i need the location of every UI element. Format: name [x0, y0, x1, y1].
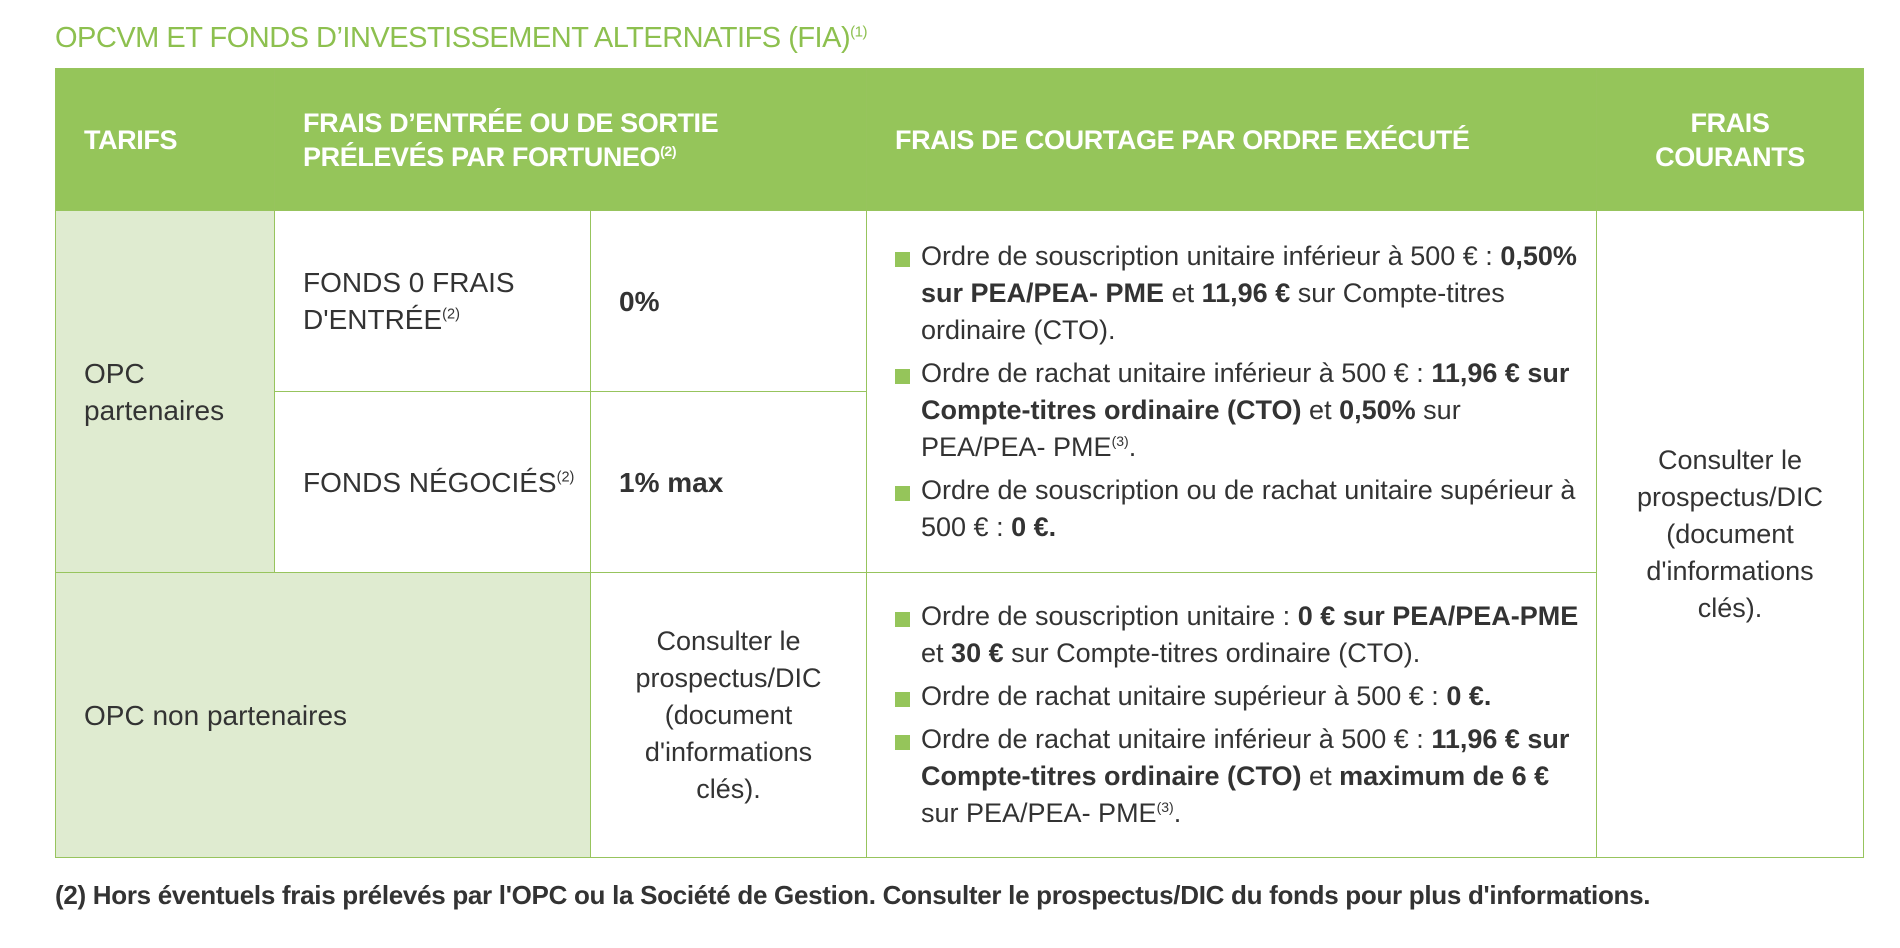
header-frais-courants: FRAIS COURANTS [1597, 69, 1864, 211]
table-row [56, 211, 1864, 392]
list-item: Ordre de souscription unitaire : 0 € sur PEA/PEA-PME et 30 € sur Compte-titres ordinaire (CTO). [895, 598, 1582, 672]
header-frais-entree: FRAIS D’ENTRÉE OU DE SORTIE PRÉLEVÉS PAR FORTUNEO$^{(2)}$ [275, 69, 867, 211]
opc-non-partenaires-value: Consulter le prospectus/DIC (document d'informations clés). [591, 573, 867, 858]
opc-non-partenaires-label: OPC non partenaires [56, 573, 591, 858]
page-title: OPCVM ET FONDS D’INVESTISSEMENT ALTERNATIFS (FIA)$^{(1)}$ [55, 22, 868, 54]
fonds-0-frais-value: 0% [591, 211, 867, 392]
courtage-non-partenaires-list [867, 598, 1596, 832]
header-tarifs: TARIFS [56, 69, 275, 211]
table-row [56, 573, 1864, 858]
fonds-0-frais-label: FONDS 0 FRAIS D'ENTRÉE$^{(2)}$ [275, 211, 591, 392]
courtage-non-partenaires-cell [867, 573, 1597, 858]
list-item: Ordre de souscription ou de rachat unitaire supérieur à 500 € : 0 €. [895, 472, 1582, 546]
fonds-negocies-label: FONDS NÉGOCIÉS$^{(2)}$ [275, 392, 591, 573]
courtage-partenaires-cell [867, 211, 1597, 573]
list-item: Ordre de rachat unitaire supérieur à 500 € : 0 €. [895, 678, 1582, 715]
frais-courants-value: Consulter le prospectus/DIC (document d'informations clés). [1597, 211, 1864, 858]
header-frais-courtage: FRAIS DE COURTAGE PAR ORDRE EXÉCUTÉ [867, 69, 1597, 211]
list-item: Ordre de souscription unitaire inférieur à 500 € : 0,50% sur PEA/PEA- PME et 11,96 € sur Compte-titres ordinaire (CTO). [895, 238, 1582, 349]
fonds-negocies-value: 1% max [591, 392, 867, 573]
courtage-partenaires-list [867, 238, 1596, 546]
fees-table [55, 68, 1864, 858]
opc-partenaires-label: OPC partenaires [56, 211, 275, 573]
list-item: Ordre de rachat unitaire inférieur à 500 € : 11,96 € sur Compte-titres ordinaire (CTO) et maximum de 6 € sur PEA/PEA- PME$^{(3)}$. [895, 721, 1582, 832]
table-header-row [56, 69, 1864, 211]
footnote: (2) Hors éventuels frais prélevés par l'OPC ou la Société de Gestion. Consulter le prospectus/DIC du fonds pour plus d'informations. [55, 880, 1651, 910]
list-item: Ordre de rachat unitaire inférieur à 500 € : 11,96 € sur Compte-titres ordinaire (CTO) et 0,50% sur PEA/PEA- PME$^{(3)}$. [895, 355, 1582, 466]
